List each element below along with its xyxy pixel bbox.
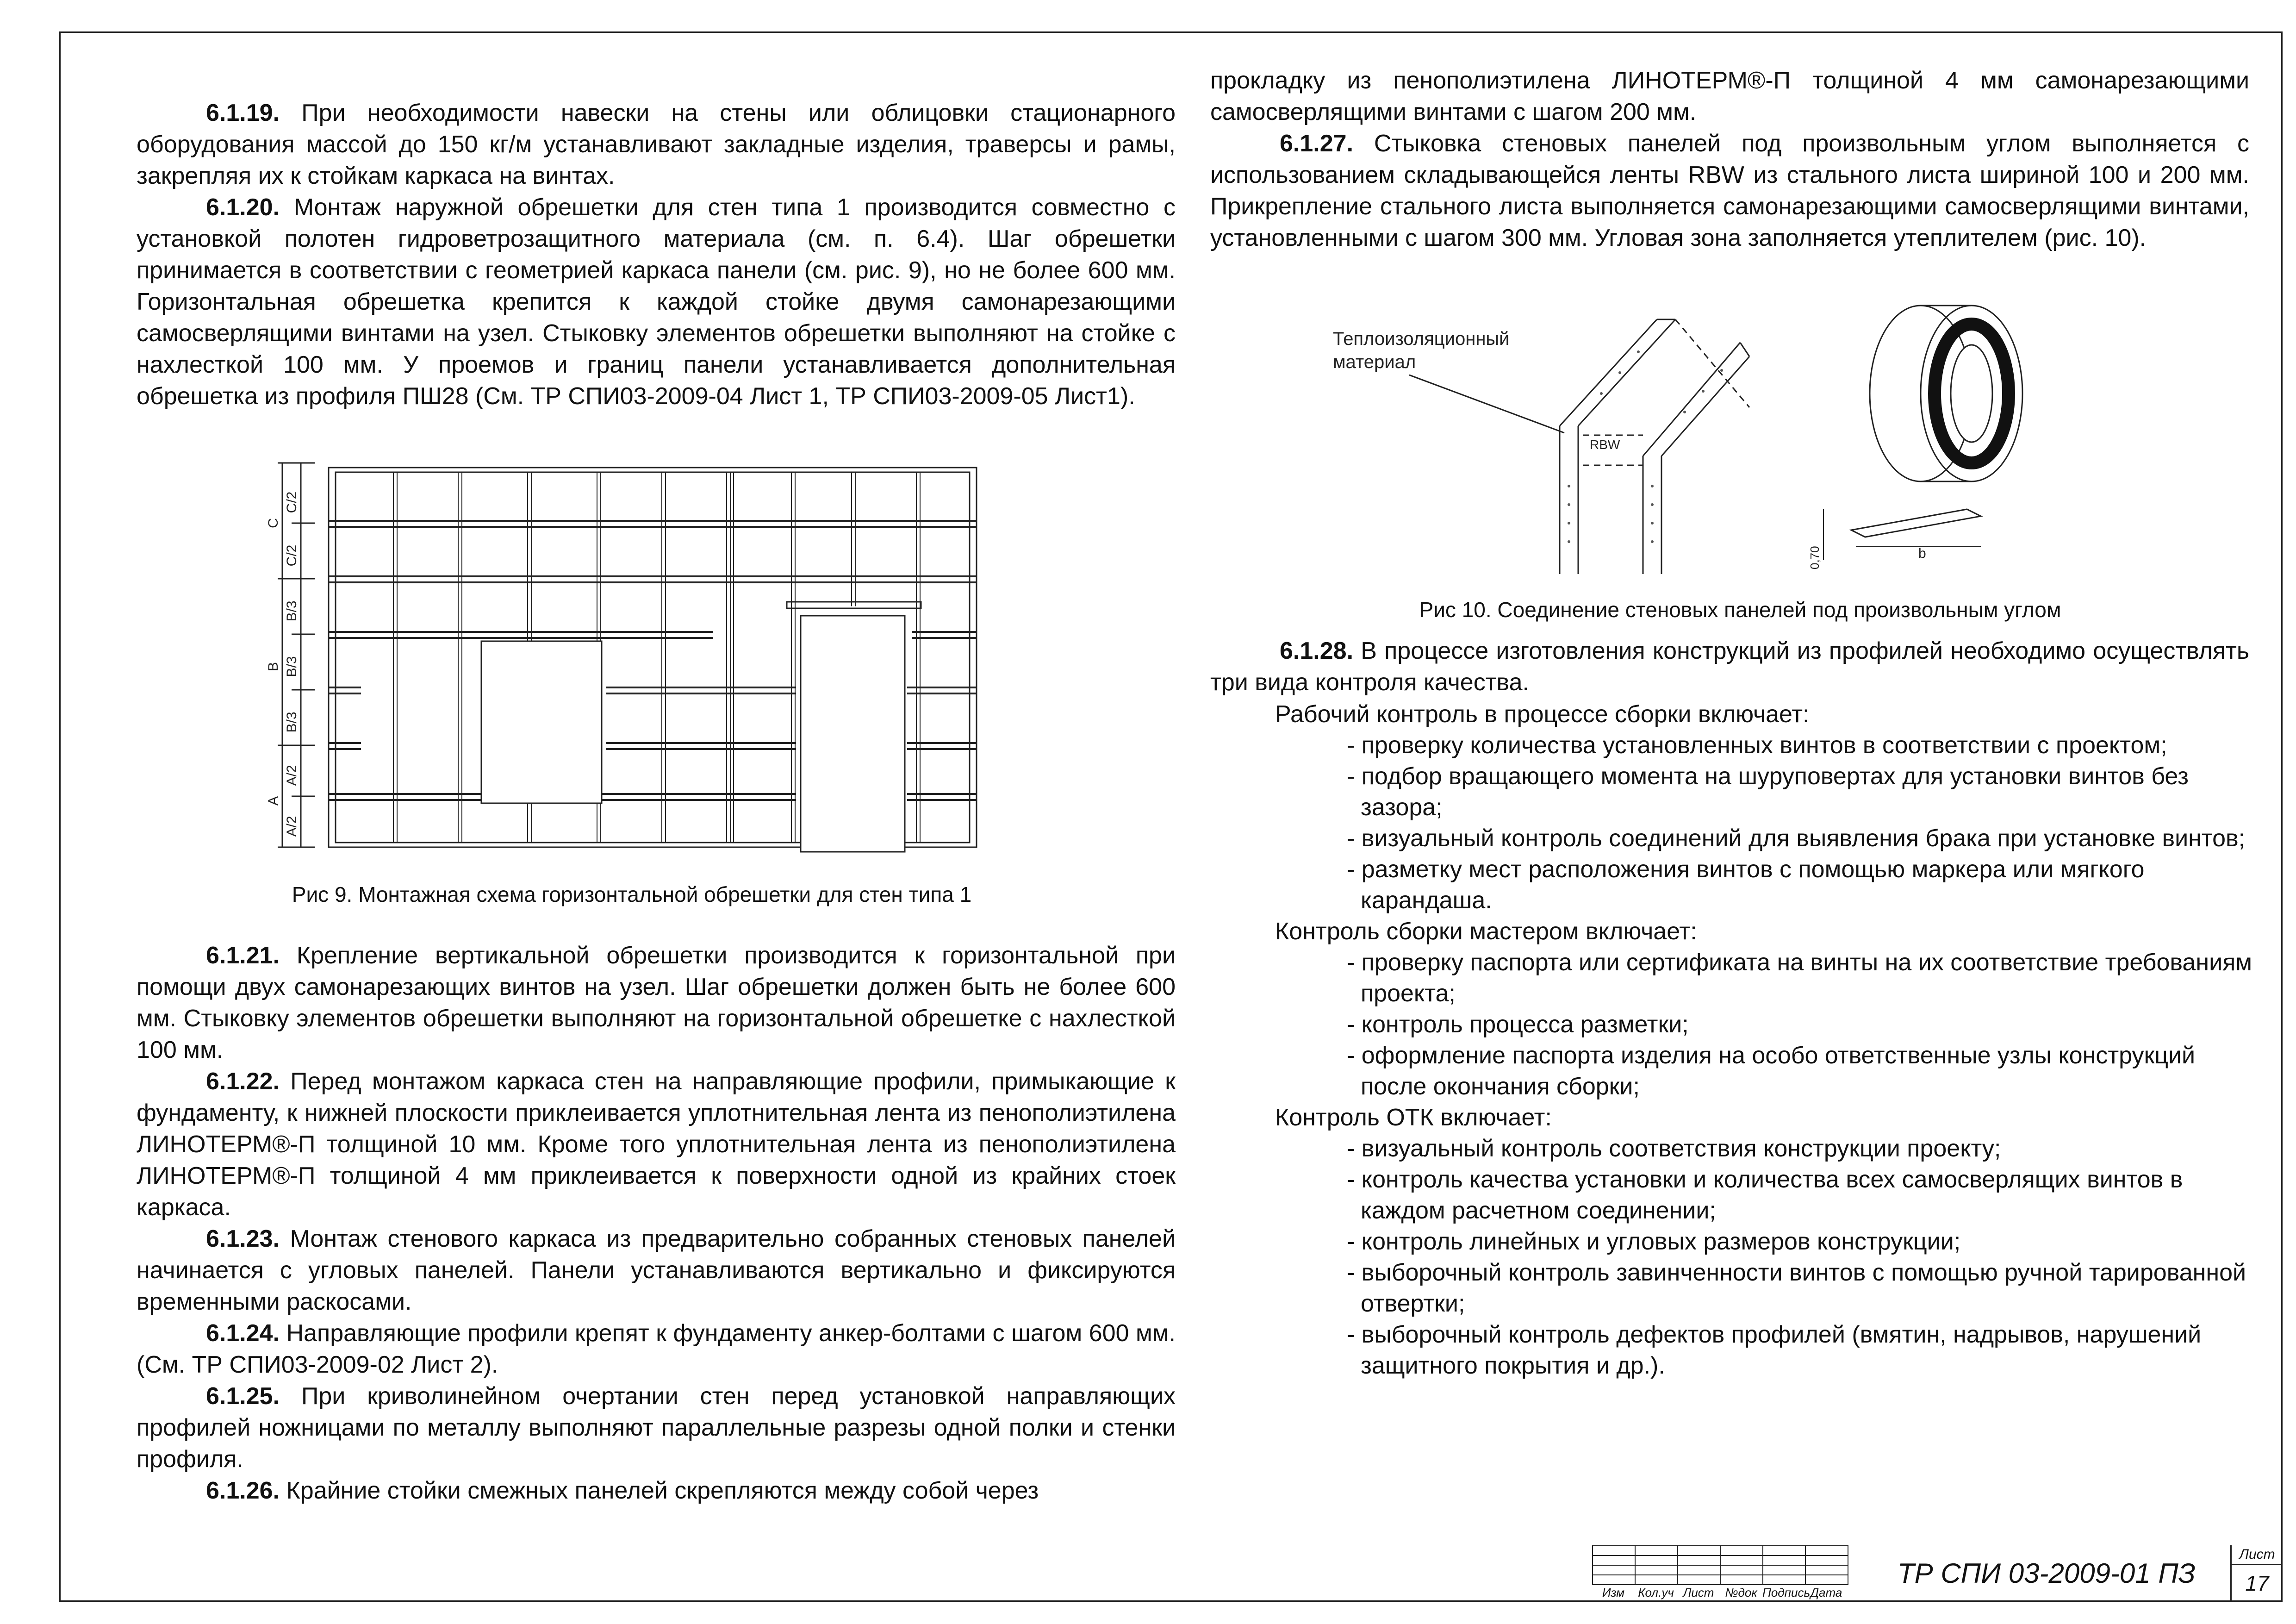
dim-group-b: B [266, 662, 281, 672]
list-item: - подбор вращающего момента на шуруповертах для установки винтов без зазора; [1347, 763, 2189, 821]
dim-group-a: A [266, 796, 281, 806]
insulation-label: Теплоизоляционный [1333, 329, 1510, 349]
paragraph-6-1-24: 6.1.24. Направляющие профили крепят к фундаменту анкер-болтами с шагом 600 мм. (См. ТР СПИ03-2009-02 Лист 2). [137, 1320, 1176, 1378]
paragraph-6-1-26-continued: прокладку из пенополиэтилена ЛИНОТЕРМ®-П толщиной 4 мм самонарезающими самосверлящими винтами с шагом 200 мм. [1210, 67, 2249, 125]
list-item: - проверку количества установленных винтов в соответствии с проектом; [1347, 732, 2167, 759]
dim-c-half-top: C/2 [284, 491, 299, 513]
left-column [137, 97, 1176, 412]
sheet-number: 17 [2245, 1571, 2269, 1595]
figure-9-lathing-scheme [250, 458, 1014, 866]
quality-control-lists [1275, 699, 2256, 1381]
paragraph-6-1-26: 6.1.26. Крайние стойки смежных панелей скрепляются между собой через [206, 1477, 1039, 1504]
figure-10-caption: Рис 10. Соединение стеновых панелей под произвольным углом [1419, 598, 2061, 622]
list-item: - проверку паспорта или сертификата на винты на их соответствие требованиям проекта; [1347, 949, 2252, 1007]
list-item: - визуальный контроль соответствия конструкции проекту; [1347, 1135, 2001, 1162]
master-control-heading: Контроль сборки мастером включает: [1275, 918, 1697, 945]
otk-control-heading: Контроль ОТК включает: [1275, 1104, 1552, 1131]
paragraph-6-1-20: 6.1.20. Монтаж наружной обрешетки для стен типа 1 производится совместно с установкой полотен гидроветрозащитного материала (см. п. 6.4). Шаг обрешетки принимается в соответствии с геометрией каркаса панели (см. рис. 9), но не более 600 мм. Горизонтальная обрешетка крепится к каждой стойке двумя самонарезающими самосверлящими винтами на узел. Стыковку элементов обрешетки выполняют на стойке с нахлесткой 100 мм. У проемов и границ панели устанавливается дополнительная обрешетка из профиля ПШ28 (См. ТР СПИ03-2009-04 Лист 1, ТР СПИ03-2009-05 Лист1). [137, 194, 1176, 410]
tape-width-label: b [1918, 546, 1926, 561]
dim-a-half-bottom: A/2 [284, 816, 299, 837]
paragraph-6-1-23: 6.1.23. Монтаж стенового каркаса из предварительно собранных стеновых панелей начинается с угловых панелей. Панели устанавливаются вертикально и фиксируются временными раскосами. [137, 1225, 1176, 1315]
figure-9-caption: Рис 9. Монтажная схема горизонтальной обрешетки для стен типа 1 [292, 882, 972, 906]
left-column-lower [137, 940, 1176, 1506]
revision-table [1592, 1545, 1848, 1585]
rbw-label: RBW [1590, 437, 1620, 452]
list-item: - оформление паспорта изделия на особо ответственные узлы конструкций после окончания сборки; [1347, 1042, 2196, 1100]
dim-c-half-bottom: C/2 [284, 544, 299, 567]
paragraph-6-1-22: 6.1.22. Перед монтажом каркаса стен на направляющие профили, примыкающие к фундаменту, к нижней плоскости приклеивается уплотнительная лента из пенополиэтилена ЛИНОТЕРМ®-П толщиной 10 мм. Кроме того уплотнительная лента из пенополиэтилена ЛИНОТЕРМ®-П толщиной 4 мм приклеивается к поверхности одной из крайних стоек каркаса. [137, 1068, 1176, 1221]
figure-10-angle-joint [1324, 301, 2157, 588]
tape-thickness-label: 0,70 [1808, 546, 1822, 569]
sheet-box [2230, 1545, 2283, 1602]
list-item: - визуальный контроль соединений для выявления брака при установке винтов; [1347, 825, 2246, 852]
paragraph-6-1-21: 6.1.21. Крепление вертикальной обрешетки производится к горизонтальной при помощи двух самонарезающих винтов на узел. Шаг обрешетки должен быть не более 600 мм. Стыковку элементов обрешетки выполняют на горизонтальной обрешетке с нахлесткой 100 мм. [137, 942, 1176, 1063]
dim-b-third-1: B/3 [284, 600, 299, 622]
list-item: - выборочный контроль дефектов профилей (вмятин, надрывов, нарушений защитного покрытия и др.). [1347, 1321, 2202, 1379]
dim-group-c: C [266, 518, 281, 528]
dim-a-half-top: A/2 [284, 765, 299, 786]
revision-column-labels: Изм Кол.уч Лист №док Подпись Дата [1602, 1586, 1842, 1599]
title-block [1592, 1545, 2283, 1602]
right-column [1210, 65, 2249, 254]
list-item: - выборочный контроль завинченности винтов с помощью ручной тарированной отвертки; [1347, 1259, 2246, 1317]
sheet-label: Лист [2232, 1545, 2283, 1565]
list-item: - контроль линейных и угловых размеров конструкции; [1347, 1228, 1961, 1255]
paragraph-6-1-25: 6.1.25. При криволинейном очертании стен перед установкой направляющих профилей ножницами по металлу выполняют параллельные разрезы одной полки и стенки профиля. [137, 1383, 1176, 1473]
paragraph-6-1-19: 6.1.19. При необходимости навески на стены или облицовки стационарного оборудования массой до 150 кг/м устанавливают закладные изделия, траверсы и рамы, закрепляя их к стойкам каркаса на винтах. [137, 100, 1176, 189]
paragraph-6-1-28: 6.1.28. В процессе изготовления конструкций из профилей необходимо осуществлять три вида контроля качества. [1210, 637, 2249, 696]
list-item: - контроль качества установки и количества всех самосверлящих винтов в каждом расчетном соединении; [1347, 1166, 2183, 1224]
list-item: - контроль процесса разметки; [1347, 1011, 1689, 1038]
list-item: - разметку мест расположения винтов с помощью маркера или мягкого карандаша. [1347, 856, 2145, 914]
dim-b-third-2: B/3 [284, 656, 299, 677]
dim-b-third-3: B/3 [284, 712, 299, 733]
insulation-label-2: материал [1333, 352, 1416, 372]
work-control-heading: Рабочий контроль в процессе сборки включает: [1275, 701, 1810, 728]
right-column-lower [1210, 635, 2249, 698]
document-code: ТР СПИ 03-2009-01 ПЗ [1898, 1558, 2196, 1589]
paragraph-6-1-27: 6.1.27. Стыковка стеновых панелей под произвольным углом выполняется с использованием складывающейся ленты RBW из стального листа шириной 100 и 200 мм. Прикрепление стального листа выполняется самонарезающими самосверлящими винтами, установленными с шагом 300 мм. Угловая зона заполняется утеплителем (рис. 10). [1210, 130, 2249, 251]
